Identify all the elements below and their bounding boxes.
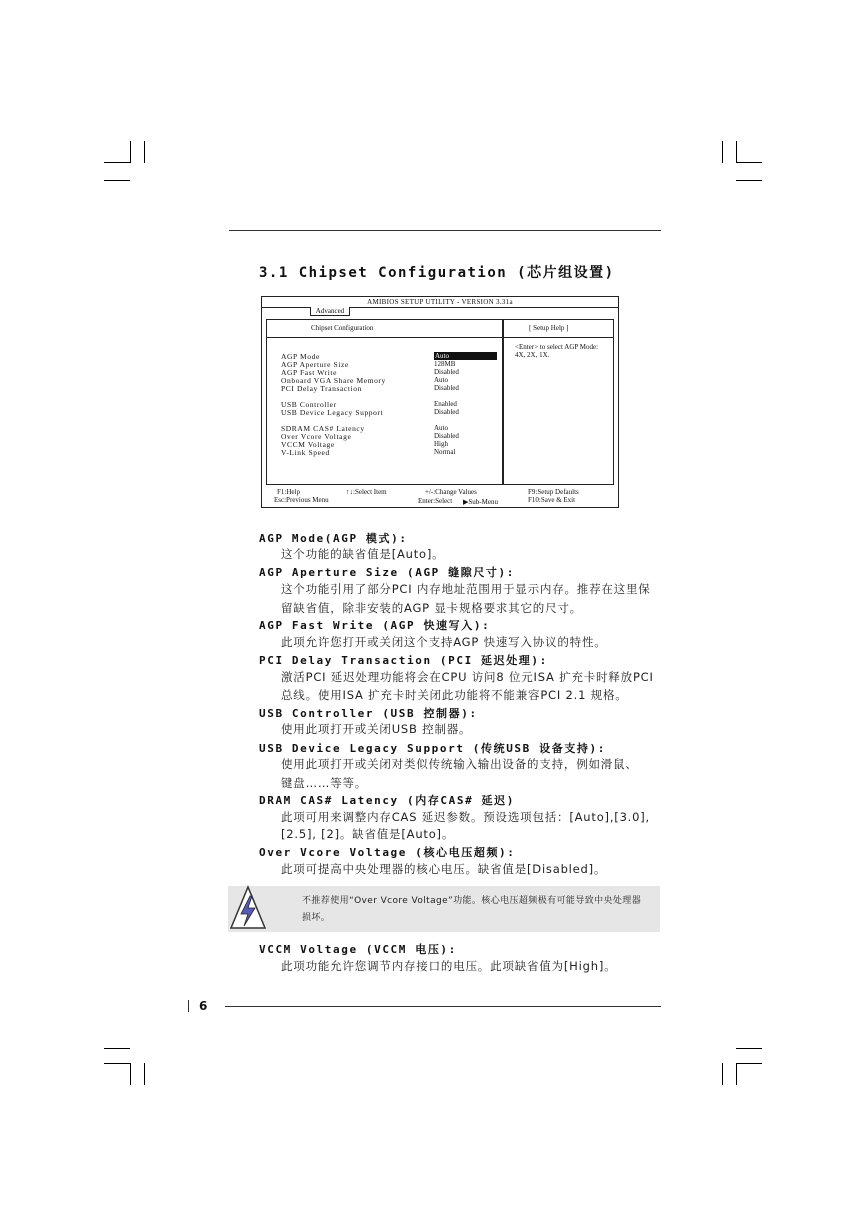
- option-description: 此项允许您打开或关闭这个支持AGP 快速写入协议的特性。: [281, 635, 607, 649]
- bios-settings-panel: [266, 319, 504, 485]
- panel-divider: [267, 337, 503, 338]
- bios-item-vccm-value[interactable]: High: [434, 440, 448, 448]
- bios-item-usb-controller-value[interactable]: Enabled: [434, 400, 457, 408]
- bios-item-vcore-label[interactable]: Over Vcore Voltage: [281, 432, 352, 441]
- option-description: 此项功能允许您调节内存接口的电压。此项缺省值为[High]。: [281, 959, 617, 973]
- option-title: AGP Aperture Size (AGP 缝隙尺寸):: [259, 566, 515, 579]
- crop-mark: [144, 141, 145, 163]
- crop-mark: [144, 1063, 145, 1085]
- bios-item-vlink-label[interactable]: V-Link Speed: [281, 448, 330, 457]
- warning-icon: [228, 884, 268, 934]
- crop-mark: [104, 1063, 130, 1064]
- bios-item-usb-legacy-value[interactable]: Disabled: [434, 408, 459, 416]
- bios-item-aperture-label[interactable]: AGP Aperture Size: [281, 360, 349, 369]
- bios-help-panel: [502, 319, 614, 485]
- bios-item-cas-value[interactable]: Auto: [434, 424, 448, 432]
- bios-item-usb-legacy-label[interactable]: USB Device Legacy Support: [281, 408, 384, 417]
- section-title: 3.1 Chipset Configuration (芯片组设置): [259, 265, 615, 281]
- bios-screenshot: [261, 296, 619, 508]
- option-description: 此项可提高中央处理器的核心电压。缺省值是[Disabled]。: [281, 862, 607, 876]
- crop-mark: [104, 180, 130, 181]
- option-description: 激活PCI 延迟处理功能将会在CPU 访问8 位元ISA 扩充卡时释放PCI: [281, 670, 654, 684]
- warning-note: [228, 886, 660, 932]
- header-rule: [229, 230, 661, 231]
- option-description: 这个功能的缺省值是[Auto]。: [281, 547, 445, 561]
- help-divider: [503, 337, 613, 338]
- page-number: 6: [199, 999, 208, 1013]
- option-title: VCCM Voltage (VCCM 电压):: [259, 943, 457, 956]
- option-description: 留缺省值，除非安装的AGP 显卡规格要求其它的尺寸。: [281, 601, 582, 615]
- bios-item-agp-mode-value[interactable]: Auto: [434, 352, 497, 360]
- footer-esc: Esc:Previous Menu: [274, 496, 329, 504]
- crop-mark: [104, 1048, 130, 1049]
- bios-item-vlink-value[interactable]: Normal: [434, 448, 456, 456]
- option-title: DRAM CAS# Latency (内存CAS# 延迟): [259, 794, 515, 807]
- crop-mark: [736, 1063, 762, 1064]
- crop-mark: [722, 141, 723, 163]
- crop-mark: [736, 141, 737, 163]
- option-title: USB Controller (USB 控制器):: [259, 707, 478, 720]
- bios-item-cas-label[interactable]: SDRAM CAS# Latency: [281, 424, 365, 433]
- option-description: 使用此项打开或关闭对类似传统输入输出设备的支持，例如滑鼠、: [281, 757, 638, 771]
- bios-item-pci-delay-value[interactable]: Disabled: [434, 384, 459, 392]
- crop-mark: [736, 162, 762, 163]
- crop-mark: [736, 180, 762, 181]
- footer-help: F1:Help: [277, 488, 300, 496]
- option-title: AGP Fast Write (AGP 快速写入):: [259, 619, 491, 632]
- bios-item-vga-memory-label[interactable]: Onboard VGA Share Memory: [281, 376, 386, 385]
- option-description: 总线。使用ISA 扩充卡时关闭此功能将不能兼容PCI 2.1 规格。: [281, 688, 628, 702]
- bios-item-usb-controller-label[interactable]: USB Controller: [281, 400, 337, 409]
- bios-item-pci-delay-label[interactable]: PCI Delay Transaction: [281, 384, 362, 393]
- option-description: 这个功能引用了部分PCI 内存地址范围用于显示内存。推荐在这里保: [281, 582, 651, 596]
- option-title: Over Vcore Voltage (核心电压超频):: [259, 846, 516, 859]
- option-title: AGP Mode(AGP 模式):: [259, 532, 408, 545]
- footer-change-values: +/-:Change Values: [425, 488, 477, 496]
- bios-item-fastwrite-value[interactable]: Disabled: [434, 368, 459, 376]
- bios-item-vccm-label[interactable]: VCCM Voltage: [281, 440, 335, 449]
- panel-title: Chipset Configuration: [311, 324, 374, 332]
- bios-item-agp-mode-label[interactable]: AGP Mode: [281, 352, 320, 361]
- bios-item-aperture-value[interactable]: 128MB: [434, 360, 456, 368]
- crop-mark: [736, 1063, 737, 1085]
- footer-rule: [225, 1006, 661, 1007]
- crop-mark: [130, 141, 131, 163]
- crop-mark: [130, 1063, 131, 1085]
- footer-submenu: ▶Sub-Menu: [463, 498, 498, 506]
- option-description: 使用此项打开或关闭USB 控制器。: [281, 722, 472, 736]
- option-title: PCI Delay Transaction (PCI 延迟处理):: [259, 654, 548, 667]
- bios-item-fastwrite-label[interactable]: AGP Fast Write: [281, 368, 338, 377]
- crop-mark: [736, 1048, 762, 1049]
- page-marker-bar: [188, 1000, 189, 1012]
- crop-mark: [722, 1063, 723, 1085]
- footer-setup-defaults: F9:Setup Defaults: [528, 488, 579, 496]
- tab-advanced[interactable]: Advanced: [310, 307, 350, 316]
- option-description: 此项可用来调整内存CAS 延迟参数。预设选项包括：[Auto],[3.0],: [281, 810, 650, 824]
- bios-item-vga-memory-value[interactable]: Auto: [434, 376, 448, 384]
- bios-title: AMIBIOS SETUP UTILITY - VERSION 3.31a: [367, 298, 513, 306]
- option-title: USB Device Legacy Support (传统USB 设备支持):: [259, 742, 606, 755]
- footer-enter-select: Enter:Select: [418, 497, 453, 505]
- crop-mark: [104, 162, 130, 163]
- help-text: <Enter> to select AGP Mode: 4X, 2X, 1X.: [515, 343, 599, 359]
- option-description: [2.5], [2]。缺省值是[Auto]。: [281, 827, 455, 841]
- footer-select-item: ↑↓:Select Item: [346, 488, 387, 496]
- bios-item-vcore-value[interactable]: Disabled: [434, 432, 459, 440]
- option-description: 键盘……等等。: [281, 776, 368, 790]
- note-text: 不推荐使用“Over Vcore Voltage”功能。核心电压超频极有可能导致中央处理器损坏。: [302, 896, 642, 923]
- help-title: [ Setup Help ]: [529, 324, 569, 332]
- footer-save-exit: F10:Save & Exit: [528, 496, 576, 504]
